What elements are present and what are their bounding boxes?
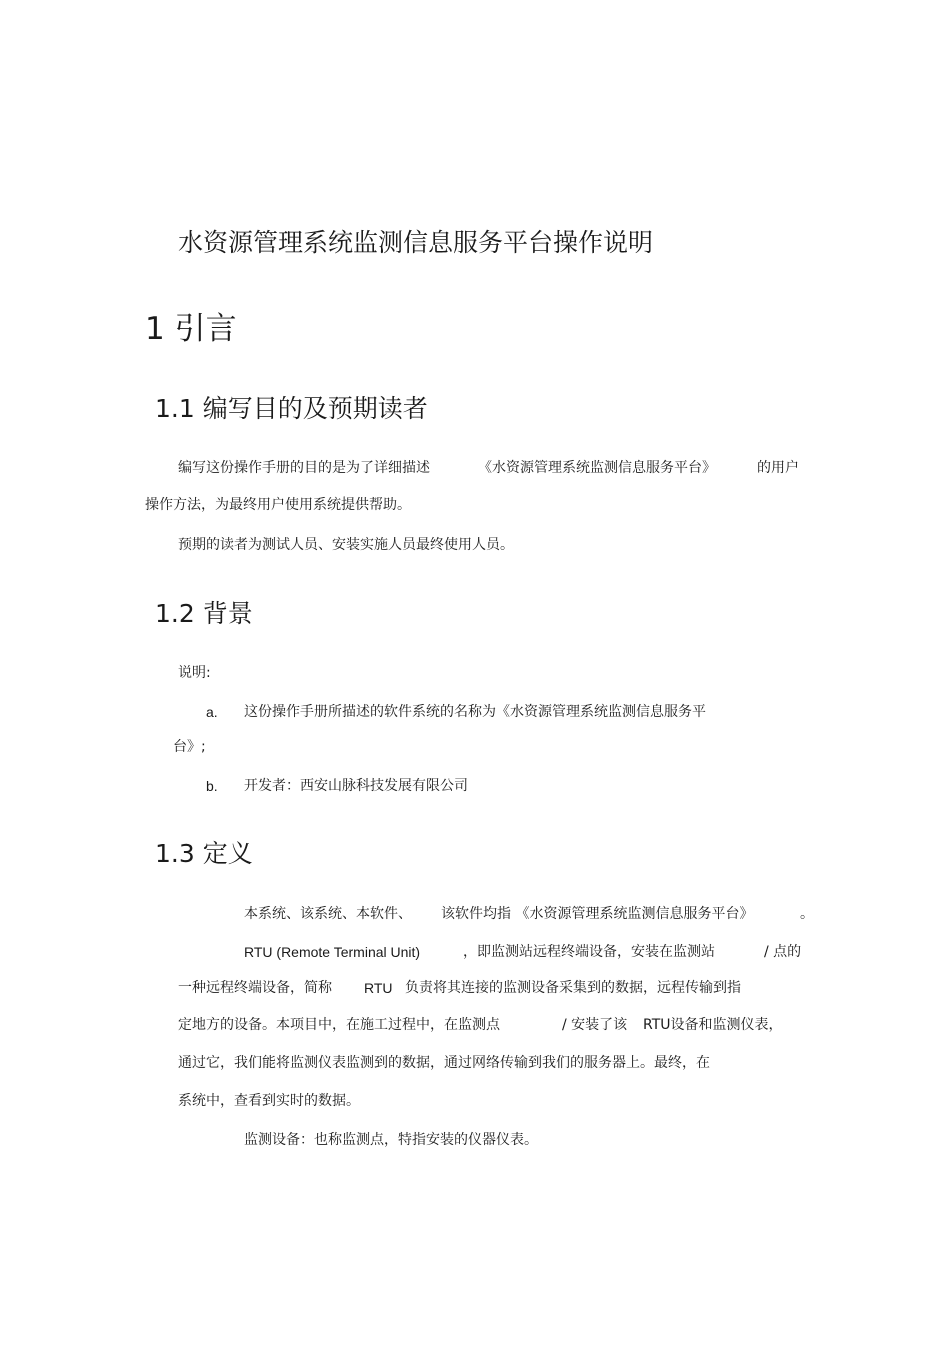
document-title: 水资源管理系统监测信息服务平台操作说明	[178, 228, 654, 257]
list-item-a-marker: a.	[206, 704, 218, 720]
definition-2-line3-a: 定地方的设备。本项目中，在施工过程中，在监测点	[178, 1017, 500, 1033]
section-1-heading: 1 引言	[145, 311, 237, 347]
section-1-1-para1-line1-a: 编写这份操作手册的目的是为了详细描述	[178, 460, 430, 476]
definition-2-line2-b: RTU	[364, 980, 393, 996]
definition-2-line2-a: 一种远程终端设备，简称	[178, 980, 332, 996]
definition-2-line1-b: ，即监测站远程终端设备，安装在监测站	[463, 944, 715, 960]
definition-3: 监测设备：也称监测点，特指安装的仪器仪表。	[244, 1132, 538, 1148]
definition-1-c: 。	[800, 906, 814, 922]
section-1-1-para1-line1-c: 的用户	[757, 460, 799, 476]
section-1-2-intro: 说明:	[178, 665, 211, 681]
section-1-1-para1-line2: 操作方法，为最终用户使用系统提供帮助。	[145, 497, 411, 513]
definition-2-line4: 通过它，我们能将监测仪表监测到的数据，通过网络传输到我们的服务器上。最终，在	[178, 1055, 710, 1071]
section-1-3-heading: 1.3 定义	[155, 839, 253, 868]
list-item-a-line1: 这份操作手册所描述的软件系统的名称为《水资源管理系统监测信息服务平	[244, 704, 706, 720]
section-1-1-heading: 1.1 编写目的及预期读者	[155, 394, 428, 423]
definition-1-a: 本系统、该系统、本软件、	[244, 906, 412, 922]
section-1-1-para1-line1-b: 《水资源管理系统监测信息服务平台》	[478, 460, 716, 476]
section-1-1-para2: 预期的读者为测试人员、安装实施人员最终使用人员。	[178, 537, 514, 553]
list-item-a-line2: 台》;	[173, 739, 206, 755]
section-1-2-heading: 1.2 背景	[155, 599, 253, 628]
definition-2-line5: 系统中，查看到实时的数据。	[178, 1093, 360, 1109]
definition-2-line1-c: / 点的	[764, 944, 802, 960]
definition-1-b: 该软件均指 《水资源管理系统监测信息服务平台》	[441, 906, 754, 922]
list-item-b-marker: b.	[206, 778, 218, 794]
definition-2-line2-c: 负责将其连接的监测设备采集到的数据，远程传输到指	[405, 980, 741, 996]
definition-2-line3-c: RTU设备和监测仪表，	[643, 1017, 783, 1033]
definition-2-line3-b: / 安装了该	[562, 1017, 628, 1033]
list-item-b-text: 开发者：西安山脉科技发展有限公司	[244, 778, 468, 794]
definition-2-line1-a: RTU (Remote Terminal Unit)	[244, 944, 421, 960]
